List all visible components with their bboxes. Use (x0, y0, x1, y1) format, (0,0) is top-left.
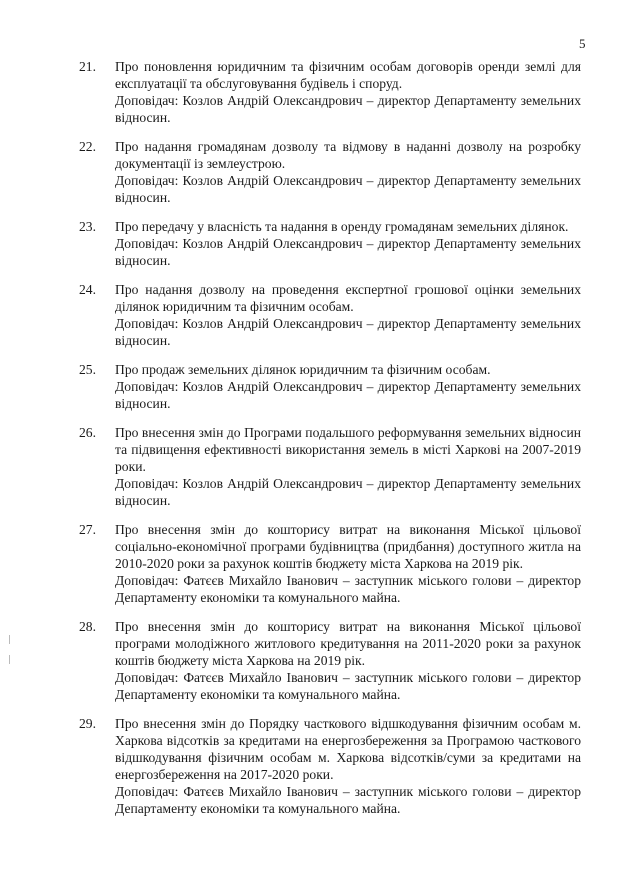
item-speaker: Доповідач: Фатєєв Михайло Іванович – заступник міського голови – директор Департаменту економіки та комунального майна. (115, 670, 581, 702)
agenda-item (79, 521, 581, 606)
item-speaker: Доповідач: Козлов Андрій Олександрович – директор Департаменту земельних відносин. (115, 93, 581, 125)
agenda-item (79, 218, 581, 269)
item-title: Про продаж земельних ділянок юридичним та фізичним особам. (115, 362, 491, 377)
item-number: 22. (79, 139, 96, 154)
item-speaker: Доповідач: Фатєєв Михайло Іванович – заступник міського голови – директор Департаменту економіки та комунального майна. (115, 784, 581, 816)
item-number: 25. (79, 362, 96, 377)
item-speaker: Доповідач: Козлов Андрій Олександрович – директор Департаменту земельних відносин. (115, 316, 581, 348)
item-number: 27. (79, 522, 96, 537)
item-number: 21. (79, 59, 96, 74)
agenda-item (79, 424, 581, 509)
item-number: 29. (79, 716, 96, 731)
item-title: Про передачу у власність та надання в оренду громадянам земельних ділянок. (115, 219, 569, 234)
agenda-item (79, 361, 581, 412)
item-speaker: Доповідач: Козлов Андрій Олександрович – директор Департаменту земельних відносин. (115, 236, 581, 268)
item-title: Про внесення змін до Програми подальшого реформування земельних відносин та підвищення ефективності використання земель в місті Харкові на 2007-2019 роки. (115, 425, 581, 474)
item-title: Про внесення змін до кошторису витрат на виконання Міської цільової соціально-економічної програми будівництва (придбання) доступного житла на 2010-2020 роки за рахунок коштів бюджету міста Харкова на 2019 рік. (115, 522, 581, 571)
item-title: Про надання дозволу на проведення експертної грошової оцінки земельних ділянок юридичним та фізичним особам. (115, 282, 581, 314)
agenda-item (79, 58, 581, 126)
item-number: 26. (79, 425, 96, 440)
scan-mark (9, 655, 10, 664)
item-title: Про поновлення юридичним та фізичним особам договорів оренди землі для експлуатації та обслуговування будівель і споруд. (115, 59, 581, 91)
item-speaker: Доповідач: Фатєєв Михайло Іванович – заступник міського голови – директор Департаменту економіки та комунального майна. (115, 573, 581, 605)
item-speaker: Доповідач: Козлов Андрій Олександрович – директор Департаменту земельних відносин. (115, 476, 581, 508)
agenda-item (79, 138, 581, 206)
item-speaker: Доповідач: Козлов Андрій Олександрович – директор Департаменту земельних відносин. (115, 173, 581, 205)
scan-mark (9, 635, 10, 644)
page-number: 5 (579, 36, 586, 51)
item-number: 24. (79, 282, 96, 297)
item-title: Про надання громадянам дозволу та відмову в наданні дозволу на розробку документації із землеустрою. (115, 139, 581, 171)
agenda-item (79, 281, 581, 349)
agenda-item (79, 618, 581, 703)
item-title: Про внесення змін до кошторису витрат на виконання Міської цільової програми молодіжного житлового кредитування на 2011-2020 роки за рахунок коштів бюджету міста Харкова на 2019 рік. (115, 619, 581, 668)
agenda-list (79, 58, 581, 829)
item-speaker: Доповідач: Козлов Андрій Олександрович – директор Департаменту земельних відносин. (115, 379, 581, 411)
item-title: Про внесення змін до Порядку часткового відшкодування фізичним особам м. Харкова відсотків за кредитами на енергозбереження за Програмою часткового відшкодування фізичним особам м. Харкова відсотків/суми за кредитами на енергозбереження на 2017-2020 роки. (115, 716, 581, 782)
item-number: 28. (79, 619, 96, 634)
agenda-item (79, 715, 581, 817)
item-number: 23. (79, 219, 96, 234)
